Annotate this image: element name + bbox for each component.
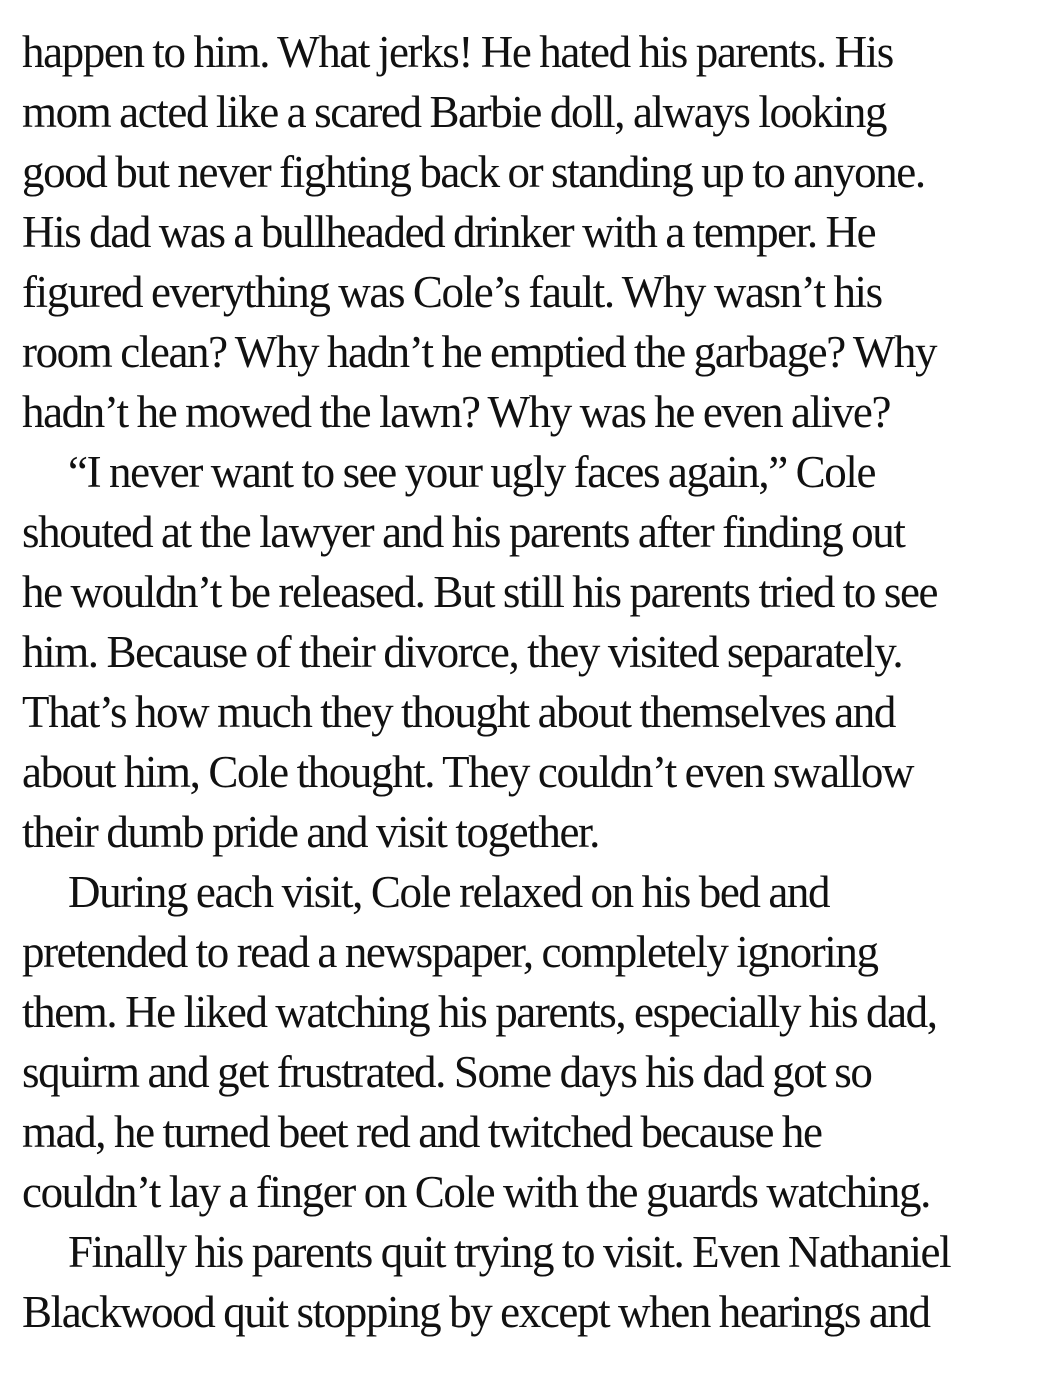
- text-line-5: figured everything was Cole’s fault. Why wasn’t his: [22, 267, 882, 317]
- text-line-15: During each visit, Cole relaxed on his bed and: [68, 867, 830, 917]
- text-line-8: “I never want to see your ugly faces again,” Cole: [68, 447, 876, 497]
- text-line-11: him. Because of their divorce, they visited separately.: [22, 627, 903, 677]
- document-page: [22, 22, 1042, 1342]
- text-line-17: them. He liked watching his parents, especially his dad,: [22, 987, 937, 1037]
- text-line-19: mad, he turned beet red and twitched because he: [22, 1107, 822, 1157]
- text-line-16: pretended to read a newspaper, completely ignoring: [22, 927, 878, 977]
- text-line-18: squirm and get frustrated. Some days his dad got so: [22, 1047, 872, 1097]
- text-line-4: His dad was a bullheaded drinker with a temper. He: [22, 207, 876, 257]
- text-line-9: shouted at the lawyer and his parents after finding out: [22, 507, 905, 557]
- text-line-12: That’s how much they thought about themselves and: [22, 687, 895, 737]
- text-line-6: room clean? Why hadn’t he emptied the garbage? Why: [22, 327, 937, 377]
- text-line-2: mom acted like a scared Barbie doll, always looking: [22, 87, 887, 137]
- text-line-7: hadn’t he mowed the lawn? Why was he even alive?: [22, 387, 891, 437]
- text-line-1: happen to him. What jerks! He hated his parents. His: [22, 27, 893, 77]
- text-line-22: Blackwood quit stopping by except when hearings and: [22, 1287, 930, 1337]
- text-line-20: couldn’t lay a finger on Cole with the guards watching.: [22, 1167, 930, 1217]
- text-line-14: their dumb pride and visit together.: [22, 807, 599, 857]
- text-line-10: he wouldn’t be released. But still his parents tried to see: [22, 567, 938, 617]
- text-line-21: Finally his parents quit trying to visit. Even Nathaniel: [68, 1227, 951, 1277]
- text-line-3: good but never fighting back or standing up to anyone.: [22, 147, 925, 197]
- text-line-13: about him, Cole thought. They couldn’t even swallow: [22, 747, 914, 797]
